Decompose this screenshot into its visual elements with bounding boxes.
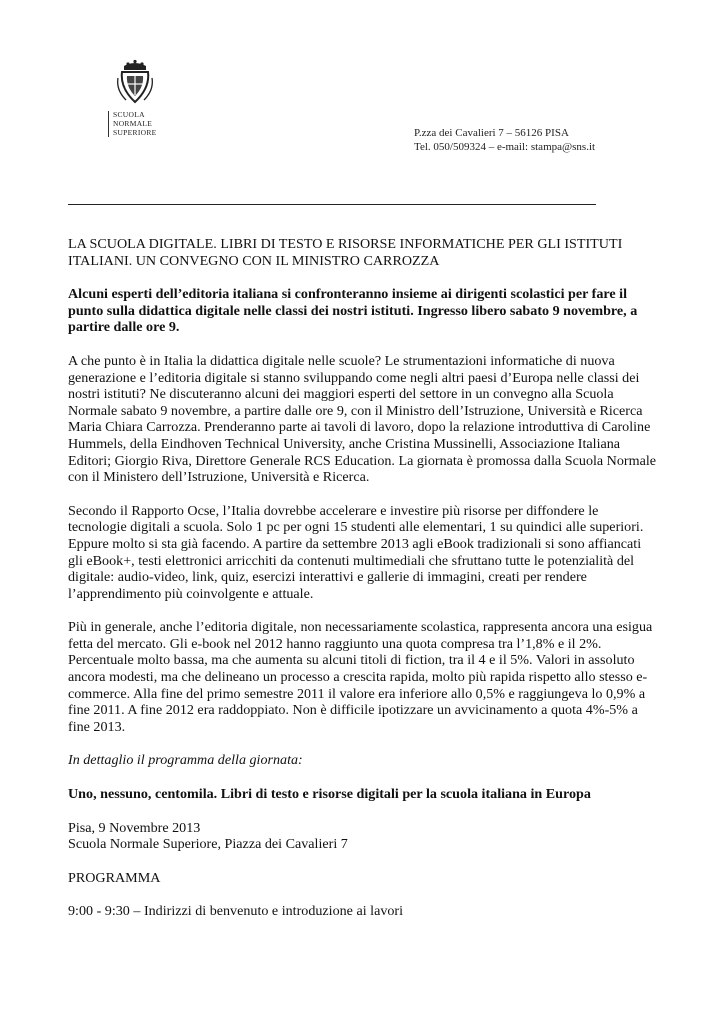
logo-wordmark bbox=[108, 110, 157, 137]
page-title: LA SCUOLA DIGITALE. LIBRI DI TESTO E RISORSE INFORMATICHE PER GLI ISTITUTI ITALIANI. UN CONVEGNO CON IL MINISTRO CARROZZA bbox=[68, 236, 623, 269]
program-intro: In dettaglio il programma della giornata: bbox=[68, 752, 303, 769]
event-place: Scuola Normale Superiore, Piazza dei Cavalieri 7 bbox=[68, 836, 348, 853]
body-paragraph: A che punto è in Italia la didattica digitale nelle scuole? Le strumentazioni informatiche di nuova generazione e l’editoria digitale si stanno sviluppando come negli altri paesi d’Europa nelle classi dei nostri istituti? Ne discuteranno alcuni dei maggiori esperti del settore in un convegno alla Scuola Normale sabato 9 novembre, a partire dalle ore 9, con il Ministro dell’Istruzione, Università e Ricerca Maria Chiara Carrozza. Prenderanno parte ai tavoli di lavoro, dopo la relazione introduttiva di Caroline Hummels, della Eindhoven Technical University, anche Cristina Mussinelli, Associazione Italiana Editori; Giorgio Riva, Direttore Generale RCS Education. La giornata è promossa dalla Scuola Normale con il Ministero dell’Istruzione, Università e Ricerca. bbox=[68, 352, 656, 486]
body-paragraph: Secondo il Rapporto Ocse, l’Italia dovrebbe accelerare e investire più risorse per diffondere le tecnologie digitali a scuola. Solo 1 pc per ogni 15 studenti alle elementari, 1 su quindici alle superiori. Eppure molto si sta già facendo. A partire da settembre 2013 agli eBook tradizionali si sono affiancati gli eBook+, testi elettronici arricchiti da contenuti multimediali che sfruttano tutte le potenzialità del digitale: audio-video, link, quiz, esercizi interattivi e gallerie di immagini, creati per rendere l’apprendimento più coinvolgente e attuale. bbox=[68, 502, 644, 602]
contact-address bbox=[414, 126, 595, 154]
logo-line: SUPERIORE bbox=[113, 128, 157, 137]
logo-line: NORMALE bbox=[113, 119, 153, 128]
lead-paragraph: Alcuni esperti dell’editoria italiana si confronteranno insieme ai dirigenti scolastici per fare il punto sulla didattica digitale nelle classi dei nostri istituti. Ingresso libero sabato 9 novembre, a partire dalle ore 9. bbox=[68, 286, 638, 336]
event-title: Uno, nessuno, centomila. Libri di testo e risorse digitali per la scuola italiana in Europa bbox=[68, 786, 591, 803]
contact-line: Tel. 050/509324 – e-mail: stampa@sns.it bbox=[414, 141, 596, 153]
logo-divider bbox=[108, 111, 109, 137]
program-item: 9:00 - 9:30 – Indirizzi di benvenuto e introduzione ai lavori bbox=[68, 903, 404, 920]
press-release-body bbox=[68, 236, 658, 937]
body-paragraph: Più in generale, anche l’editoria digitale, non necessariamente scolastica, rappresenta ancora una esigua fetta del mercato. Gli e-book nel 2012 hanno raggiunto una quota compresa tra l’1,8% e il 2%. Percentuale molto bassa, ma che aumenta su alcuni titoli di fiction, tra il 4 e il 5%. Valori in assoluto ancora modesti, ma che delineano un processo a crescita rapida, molto più rapida rispetto allo stesso e-commerce. Alla fine del primo semestre 2011 il valore era inferiore allo 0,5% e raggiungeva lo 0,9% a fine 2011. A fine 2012 era raddoppiato. Non è difficile ipotizzare un avvicinamento a quota 4%-5% a fine 2013. bbox=[68, 619, 653, 735]
crest-icon bbox=[116, 58, 154, 106]
logo-line: SCUOLA bbox=[113, 110, 145, 119]
program-heading: PROGRAMMA bbox=[68, 869, 161, 886]
header-divider bbox=[68, 204, 596, 205]
address-line: P.zza dei Cavalieri 7 – 56126 PISA bbox=[414, 127, 569, 139]
event-date: Pisa, 9 Novembre 2013 bbox=[68, 819, 201, 836]
